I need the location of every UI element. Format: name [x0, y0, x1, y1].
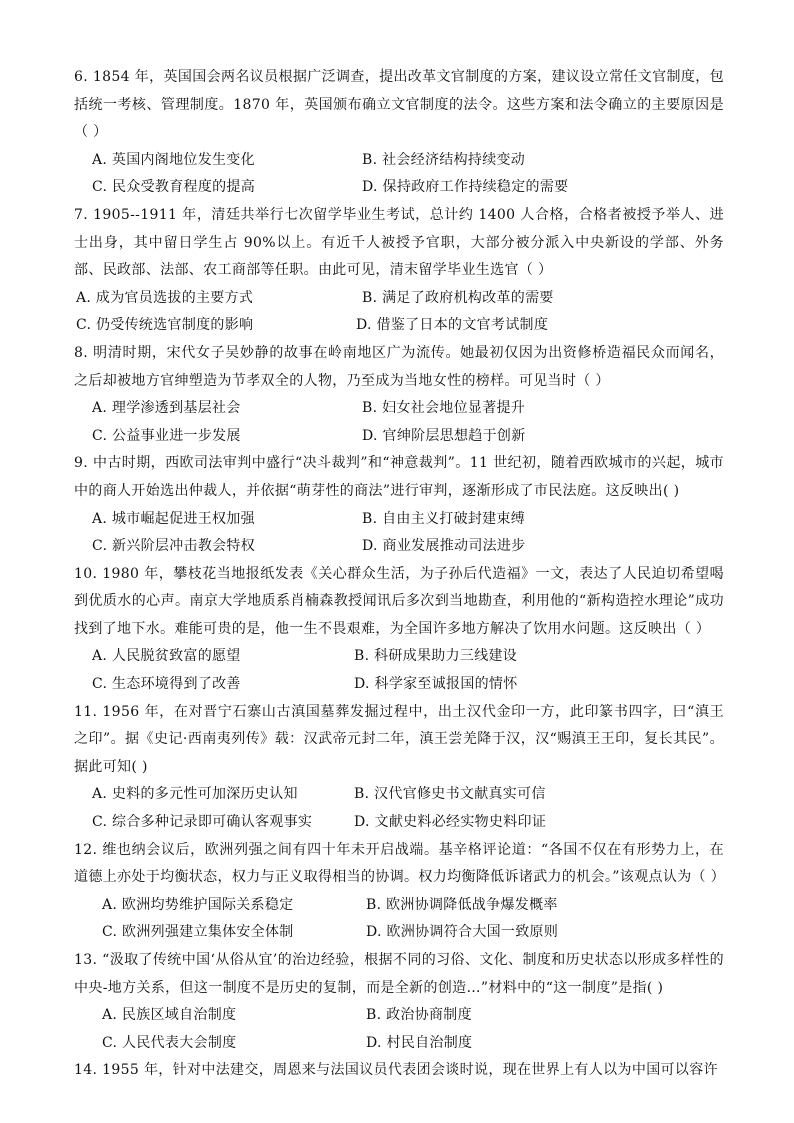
question-13-option-d[interactable]: D. 村民自治制度: [366, 1034, 473, 1051]
question-12-option-a[interactable]: A. 欧洲均势维护国际关系稳定: [102, 896, 294, 913]
question-9-stem: 9. 中古时期，西欧司法审判中盛行“决斗裁判”和“神意裁判”。11 世纪初，随着西欧城市的兴起，城市中的商人开始选出仲裁人，并依据“萌芽性的商法”进行审判，逐渐形成了市民法庭。这反映出( ): [74, 455, 724, 499]
question-13-stem: 13. “汲取了传统中国‘从俗从宜’的治边经验，根据不同的习俗、文化、制度和历史状态以形成多样性的中央-地方关系，但这一制度不是历史的复制，而是全新的创造…”材料中的“这一制度”是指( ): [74, 952, 724, 996]
question-11-options-row-1: [74, 781, 724, 809]
question-9-options-row-1: [74, 506, 724, 534]
question-8-option-b[interactable]: B. 妇女社会地位显著提升: [362, 400, 526, 417]
question-6-options-row-1: [74, 147, 724, 175]
question-8-options-row-2: [74, 423, 724, 451]
question-8-options-row-1: [74, 395, 724, 423]
question-11-options-row-2: [74, 809, 724, 837]
question-10-stem: 10. 1980 年，攀枝花当地报纸发表《关心群众生活，为子孙后代造福》一文，表达了人民迫切希望喝到优质水的心声。南京大学地质系肖楠森教授闻讯后多次到当地勘查，利用他的“新构造控水理论”成功找到了地下水。难能可贵的是，他一生不畏艰难，为全国许多地方解决了饮用水问题。这反映出（ ）: [74, 565, 724, 637]
question-6-stem: 6. 1854 年，英国国会两名议员根据广泛调查，提出改革文官制度的方案，建议设立常任文官制度，包括统一考核、管理制度。1870 年，英国颁布确立文官制度的法令。这些方案和法令确立的主要原因是（ ）: [74, 69, 724, 141]
question-10-option-c[interactable]: C. 生态环境得到了改善: [92, 676, 241, 693]
question-6-option-a[interactable]: A. 英国内阁地位发生变化: [92, 151, 255, 168]
question-11-option-b[interactable]: B. 汉代官修史书文献真实可信: [354, 786, 546, 803]
question-8-option-c[interactable]: C. 公益事业进一步发展: [92, 427, 241, 444]
question-6-option-c[interactable]: C. 民众受教育程度的提高: [92, 179, 256, 196]
question-9-option-c[interactable]: C. 新兴阶层冲击教会特权: [92, 538, 256, 555]
question-10-option-b[interactable]: B. 科研成果助力三线建设: [354, 648, 518, 665]
question-11-option-d[interactable]: D. 文献史料必经实物史料印证: [354, 814, 547, 831]
question-7-option-d[interactable]: D. 借鉴了日本的文官考试制度: [356, 317, 549, 334]
question-8-option-a[interactable]: A. 理学渗透到基层社会: [92, 400, 241, 417]
question-6-options-row-2: [74, 174, 724, 202]
question-10-options-row-2: [74, 671, 724, 699]
question-11-option-c[interactable]: C. 综合多种记录即可确认客观事实: [92, 814, 313, 831]
question-7-option-b[interactable]: B. 满足了政府机构改革的需要: [362, 289, 554, 306]
question-7-stem: 7. 1905--1911 年，清廷共举行七次留学毕业生考试，总计约 1400 人合格，合格者被授予举人、进士出身，其中留日学生占 90%以上。有近千人被授予官职，大部分被分派入中央新设的学部、外务部、民政部、法部、农工商部等任职。由此可见，清末留学毕业生选官（ ）: [74, 206, 724, 279]
exam-page: [74, 64, 724, 1085]
question-7-option-a[interactable]: A. 成为官员选拔的主要方式: [76, 289, 254, 306]
question-12-options-row-1: [74, 892, 724, 920]
question-9-option-b[interactable]: B. 自由主义打破封建束缚: [362, 510, 526, 527]
question-13-option-b[interactable]: B. 政治协商制度: [366, 1007, 472, 1024]
question-10-options-row-1: [74, 643, 724, 671]
question-7-option-c[interactable]: C. 仍受传统选官制度的影响: [76, 317, 254, 334]
question-8-option-d[interactable]: D. 官绅阶层思想趋于创新: [362, 427, 526, 444]
question-11-option-a[interactable]: A. 史料的多元性可加深历史认知: [92, 786, 298, 803]
question-7-options-row-1: [74, 285, 724, 313]
question-6-option-b[interactable]: B. 社会经济结构持续变动: [362, 151, 526, 168]
question-10-option-d[interactable]: D. 科学家至诚报国的情怀: [354, 676, 518, 693]
question-14-stem: 14. 1955 年，针对中法建交，周恩来与法国议员代表团会谈时说，现在世界上有人以为中国可以容许: [74, 1062, 718, 1079]
question-9-option-a[interactable]: A. 城市崛起促进王权加强: [92, 510, 255, 527]
question-9-option-d[interactable]: D. 商业发展推动司法进步: [362, 538, 526, 555]
question-8-stem: 8. 明清时期，宋代女子吴妙静的故事在岭南地区广为流传。她最初仅因为出资修桥造福民众而闻名，之后却被地方官绅塑造为节孝双全的人物，乃至成为当地女性的榜样。可见当时（ ）: [74, 344, 724, 389]
question-13-option-c[interactable]: C. 人民代表大会制度: [102, 1034, 237, 1051]
question-9-options-row-2: [74, 533, 724, 561]
question-12-options-row-2: [74, 919, 724, 947]
question-12-option-c[interactable]: C. 欧洲列强建立集体安全体制: [102, 924, 294, 941]
question-13-options-row-2: [74, 1030, 724, 1058]
question-12-stem: 12. 维也纳会议后，欧洲列强之间有四十年未开启战端。基辛格评论道：“各国不仅在有形势力上，在道德上亦处于均衡状态，权力与正义取得相当的协调。权力均衡降低诉诸武力的机会。”该观点认为（ ）: [74, 841, 726, 886]
question-12-option-d[interactable]: D. 欧洲协调符合大国一致原则: [366, 924, 559, 941]
question-11-stem: 11. 1956 年，在对晋宁石寨山古滇国墓葬发掘过程中，出土汉代金印一方，此印篆书四字，曰“滇王之印”。据《史记·西南夷列传》载：汉武帝元封二年，滇王尝羌降于汉，汉“赐滇王王印，复长其民”。据此可知( ): [74, 703, 724, 775]
question-12-option-b[interactable]: B. 欧洲协调降低战争爆发概率: [366, 896, 558, 913]
question-10-option-a[interactable]: A. 人民脱贫致富的愿望: [92, 648, 241, 665]
question-7-options-row-2: [74, 312, 724, 340]
question-6-option-d[interactable]: D. 保持政府工作持续稳定的需要: [362, 179, 569, 196]
question-13-options-row-1: [74, 1002, 724, 1030]
question-13-option-a[interactable]: A. 民族区域自治制度: [102, 1007, 237, 1024]
